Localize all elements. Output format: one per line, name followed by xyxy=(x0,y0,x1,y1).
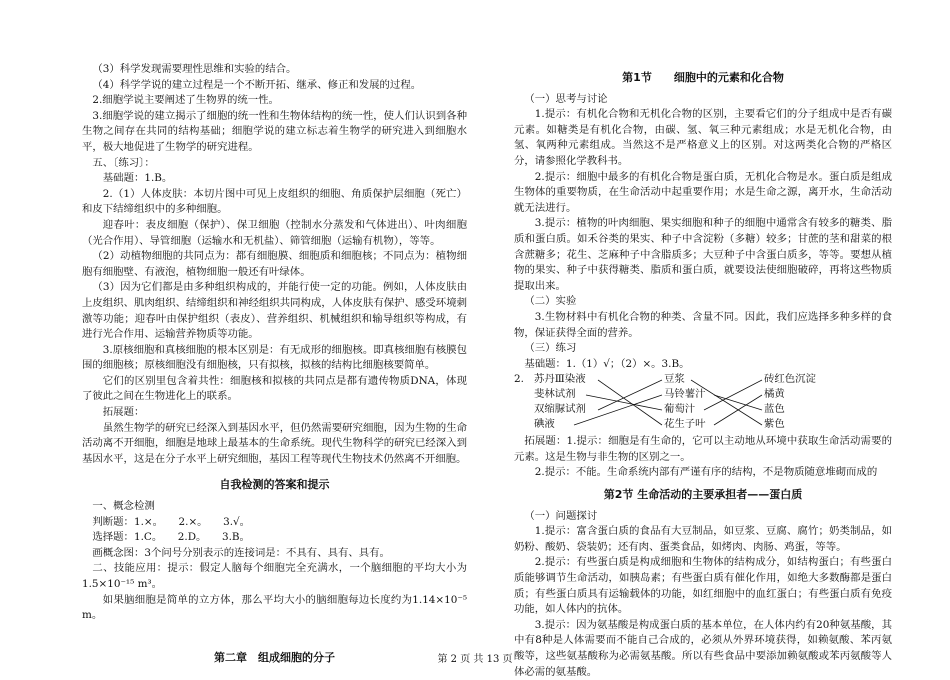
paragraph: 一、概念检测 xyxy=(92,500,155,513)
paragraph: 2.细胞学说主要阐述了生物界的统一性。 xyxy=(92,94,279,107)
paragraph: 基础题：1.B。 xyxy=(102,172,173,185)
result-label: 蓝色 xyxy=(764,403,785,416)
reagent-label: 苏丹Ⅲ染液 xyxy=(534,373,586,386)
paragraph: 3.原核细胞和真核细胞的根本区别是：有无成形的细胞核。即真核细胞有核膜包围的细胞核；原核细胞没有细胞核，只有拟核，拟核的结构比细胞核要简单。 xyxy=(82,343,467,372)
paragraph: 二、技能应用：提示：假定人脑每个细胞完全充满水，一个脑细胞的平均大小为1.5×10⁻¹⁵ m³。 xyxy=(82,562,467,590)
paragraph: 画概念图：3个问号分别表示的连接词是：不具有、具有、具有。 xyxy=(92,546,390,559)
paragraph: 2.提示：不能。生命系统内部有严谨有序的结构，不是物质随意堆砌而成的 xyxy=(534,466,878,479)
paragraph: 3.提示：植物的叶肉细胞、果实细胞和种子的细胞中通常含有较多的糖类、脂质和蛋白质。如禾谷类的果实、种子中含淀粉（多糖）较多；甘蔗的茎和甜菜的根含蔗糖多；花生、芝麻种子中含脂质多；大豆种子中含蛋白质多，等等。要想从植物的果实、种子中获得糖类、脂质和蛋白质，就要设法使细胞破碎，再将这些物质提取出来。 xyxy=(514,217,892,292)
chapter-heading: 第二章 组成细胞的分子 xyxy=(214,650,335,664)
paragraph: （二）实验 xyxy=(524,295,577,308)
sample-label: 花生子叶 xyxy=(664,418,706,431)
section-heading: 第1节 细胞中的元素和化合物 xyxy=(622,71,784,84)
result-label: 紫色 xyxy=(764,418,785,431)
paragraph: 虽然生物学的研究已经深入到基因水平，但仍然需要研究细胞，因为生物的生命活动离不开细胞，细胞是地球上最基本的生命系统。现代生物科学的研究已经深入到基因水平，这是在分子水平上研究细胞，基因工程等现代生物技术仍然离不开细胞。 xyxy=(82,421,467,465)
paragraph: 选择题：1.C。 2.D。 3.B。 xyxy=(92,531,250,544)
paragraph: 2.（1）人体皮肤：本切片图中可见上皮组织的细胞、角质保护层细胞（死亡）和皮下结缔组织中的多种细胞。 xyxy=(82,187,467,216)
right-column xyxy=(514,62,892,680)
reagent-label: 斐林试剂 xyxy=(534,388,576,401)
section-heading: 自我检测的答案和提示 xyxy=(219,478,330,492)
paragraph: （2）动植物细胞的共同点为：都有细胞膜、细胞质和细胞核；不同点为：植物细胞有细胞壁、有液泡，植物细胞一般还有叶绿体。 xyxy=(82,250,467,278)
paragraph: 拓展题： xyxy=(102,406,145,419)
paragraph: 3.生物材料中有机化合物的种类、含量不同。因此，我们应选择多种多样的食物，保证获得全面的营养。 xyxy=(514,310,892,339)
paragraph: 1.提示：富含蛋白质的食品有大豆制品，如豆浆、豆腐、腐竹；奶类制品，如奶粉、酸奶、袋装奶；还有肉、蛋类食品，如烤肉、肉肠、鸡蛋，等等。 xyxy=(514,525,892,553)
paragraph: （3）科学发现需要理性思维和实验的结合。 xyxy=(92,63,297,75)
sample-label: 豆浆 xyxy=(664,373,685,386)
paragraph: 3.提示：因为氨基酸是构成蛋白质的基本单位，在人体内约有20种氨基酸，其中有8种是人体需要而不能自己合成的，必须从外界环境获得，如赖氨酸、苯丙氨酸等，这些氨基酸称为必需氨基酸。所以有些食品中要添加赖氨酸或苯丙氨酸等人体必需的氨基酸。 xyxy=(514,618,892,678)
result-label: 橘黄 xyxy=(764,388,785,401)
paragraph: 它们的区别里包含着共性：细胞核和拟核的共同点是都有遗传物质DNA，体现了彼此之间在生物进化上的联系。 xyxy=(82,374,467,403)
sample-label: 葡萄汁 xyxy=(664,403,696,416)
paragraph: 3.细胞学说的建立揭示了细胞的统一性和生物体结构的统一性，使人们认识到各种生物之间存在共同的结构基础；细胞学说的建立标志着生物学的研究进入到细胞水平，极大地促进了生物学的研究进程。 xyxy=(82,109,467,153)
paragraph: （一）问题探讨 xyxy=(524,509,598,522)
section-heading: 第2节 生命活动的主要承担者——蛋白质 xyxy=(603,488,803,502)
result-label: 砖红色沉淀 xyxy=(764,373,816,386)
paragraph: （3）因为它们都是由多种组织构成的，并能行使一定的功能。例如，人体皮肤由上皮组织、肌肉组织、结缔组织和神经组织共同构成，人体皮肤有保护、感受环境刺激等功能；迎春叶由保护组织（表皮）、营养组织、机械组织和输导组织等构成，有进行光合作用、运输营养物质等功能。 xyxy=(82,281,467,341)
page-footer: 第 2 页 共 13 页 xyxy=(437,654,513,665)
paragraph: （一）思考与讨论 xyxy=(524,92,608,105)
matching-diagram xyxy=(514,372,892,434)
reagent-label: 双缩脲试剂 xyxy=(534,403,586,416)
paragraph: 2.提示：细胞中最多的有机化合物是蛋白质，无机化合物是水。蛋白质是组成生物体的重要物质，在生命活动中起重要作用；水是生命之源，离开水，生命活动就无法进行。 xyxy=(514,170,892,214)
paragraph: 如果脑细胞是简单的立方体，那么平均大小的脑细胞每边长度约为1.14×10⁻⁵ m。 xyxy=(82,593,467,622)
match-line xyxy=(704,380,762,410)
paragraph: 基础题：1.（1）√；（2）×。3.B。 xyxy=(524,357,690,370)
paragraph: 五、〔练习〕： xyxy=(92,156,155,169)
paragraph: 迎春叶：表皮细胞（保护）、保卫细胞（控制水分蒸发和气体进出）、叶肉细胞（光合作用）、导管细胞（运输水和无机盐）、筛管细胞（运输有机物），等等。 xyxy=(82,218,467,247)
left-column xyxy=(82,62,467,665)
matching-lines xyxy=(514,372,892,434)
sample-label: 马铃薯汁 xyxy=(664,388,706,401)
match-line xyxy=(714,395,762,410)
paragraph: （三）练习 xyxy=(524,342,577,355)
paragraph: （4）科学学说的建立过程是一个不断开拓、继承、修正和发展的过程。 xyxy=(92,78,422,91)
paragraph: 拓展题：1.提示：细胞是有生命的，它可以主动地从环境中获取生命活动需要的元素。这是生物与非生物的区别之一。 xyxy=(514,435,892,463)
paragraph: 1.提示：有机化合物和无机化合物的区别，主要看它们的分子组成中是否有碳元素。如糖类是有机化合物，由碳、氢、氧三种元素组成；水是无机化合物，由氢、氧两种元素组成。当然这不是严格意义上的区别。对这两类化合物的严格区分，请参照化学教科书。 xyxy=(514,108,892,167)
paragraph: 2.提示：有些蛋白质是构成细胞和生物体的结构成分，如结构蛋白；有些蛋白质能够调节生命活动，如胰岛素；有些蛋白质有催化作用，如绝大多数酶都是蛋白质；有些蛋白质具有运输载体的功能，如红细胞中的血红蛋白；有些蛋白质有免疫功能，如人体内的抗体。 xyxy=(514,556,892,616)
match-line xyxy=(574,395,662,425)
reagent-label: 碘液 xyxy=(534,418,555,431)
match-line xyxy=(598,380,662,425)
match-line xyxy=(691,380,762,425)
paragraph: 判断题：1.×。 2.×。 3.√。 xyxy=(92,515,251,528)
match-number: 2. xyxy=(514,373,524,386)
